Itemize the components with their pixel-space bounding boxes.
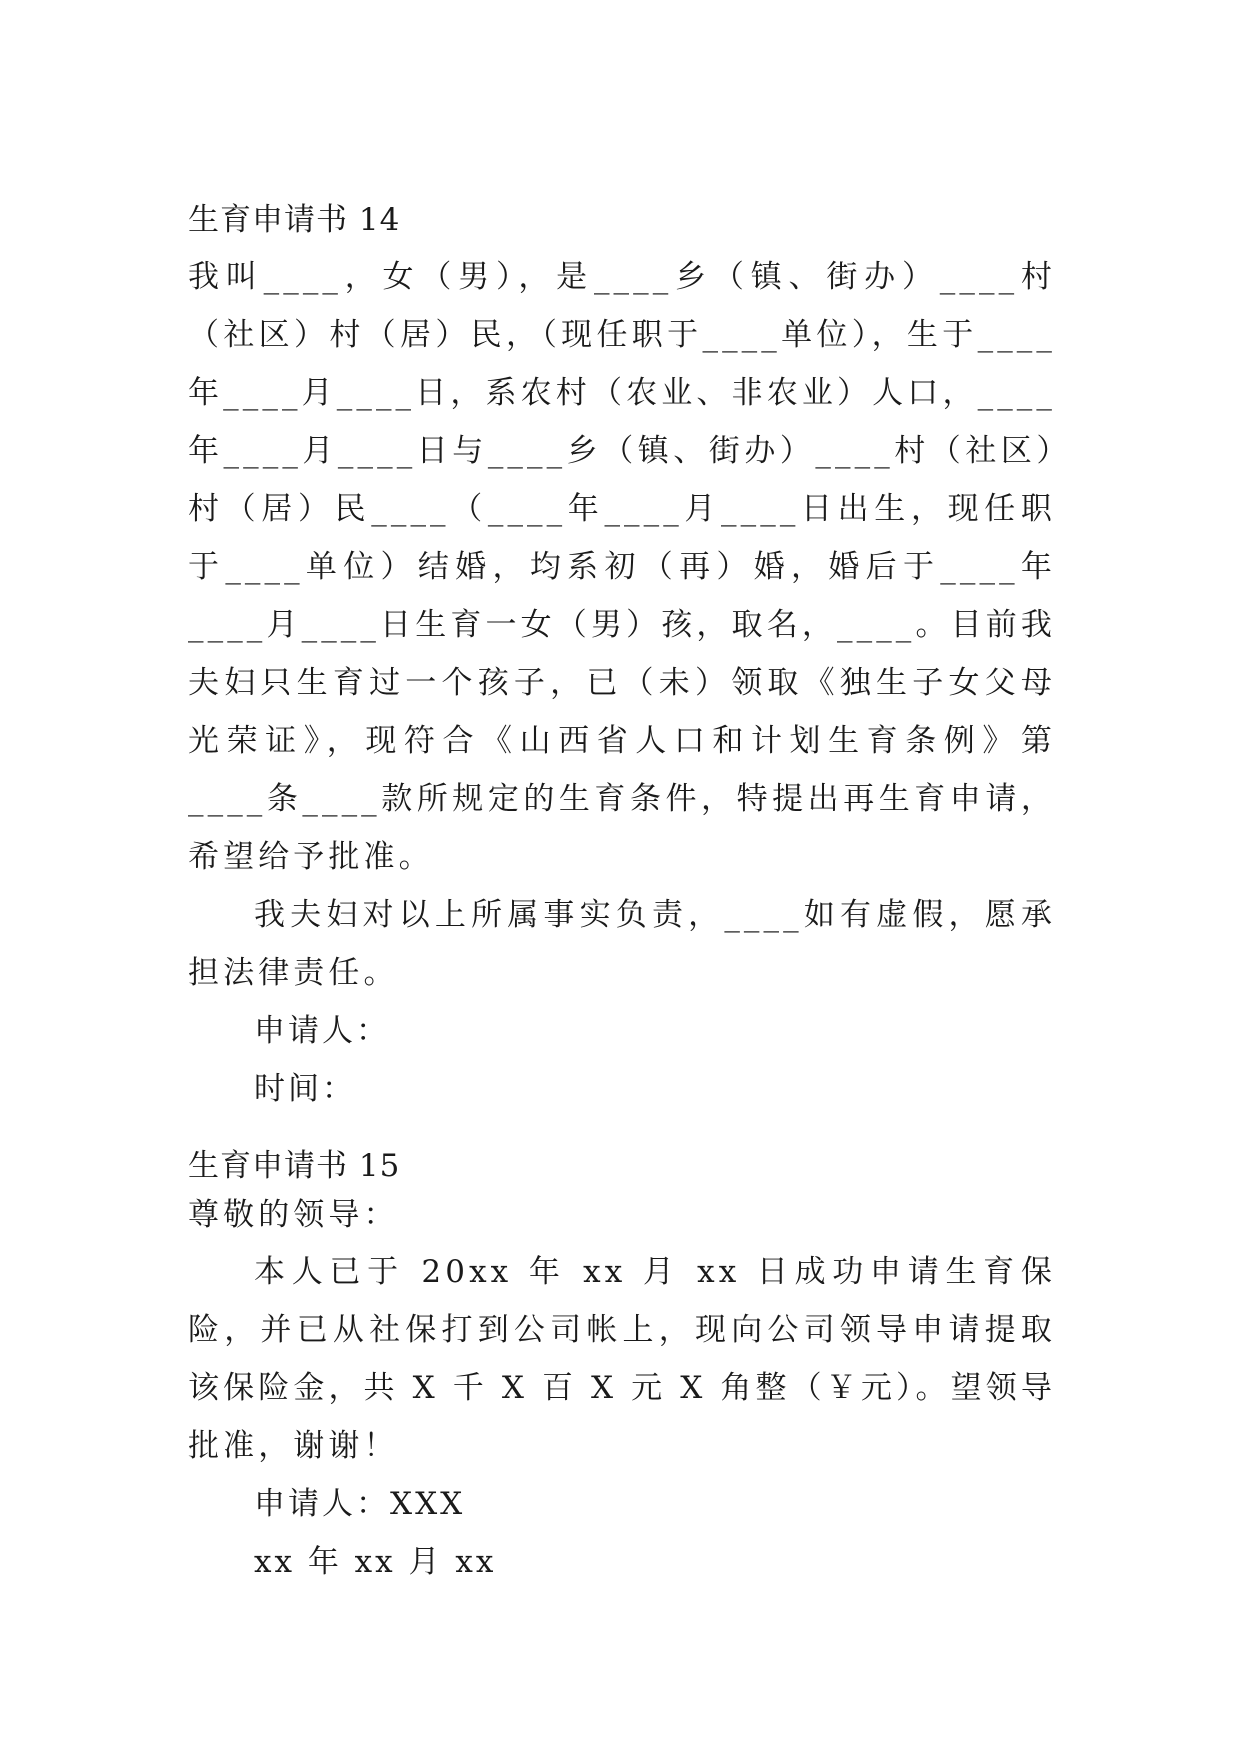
letter-14-time: 时间： xyxy=(254,1071,356,1107)
letter-14 xyxy=(188,200,1056,1118)
letter-14-applicant: 申请人： xyxy=(254,1013,390,1049)
letter-14-paragraph-2: 我夫妇对以上所属事实负责，____如有虚假，愿承担法律责任。 xyxy=(188,897,1056,991)
letter-15-date: xx 年 xx 月 xx xyxy=(254,1544,497,1580)
letter-15-salutation: 尊敬的领导： xyxy=(188,1197,399,1233)
letter-15-paragraph-1: 本人已于 20xx 年 xx 月 xx 日成功申请生育保险，并已从社保打到公司帐上，现向公司领导申请提取该保险金，共 X 千 X 百 X 元 X 角整（￥元）。望领导批准，谢谢！ xyxy=(188,1254,1056,1464)
letter-15-applicant: 申请人：XXX xyxy=(254,1486,466,1522)
letter-14-title: 生育申请书 14 xyxy=(188,202,401,238)
letter-14-paragraph-1: 我叫____，女（男），是____乡（镇、街办）____村（社区）村（居）民，（现任职于____单位），生于____年____月____日，系农村（农业、非农业）人口，____年____月____日与____乡（镇、街办）____村（社区）村（居）民____（____年____月____日出生，现任职于____单位）结婚，均系初（再）婚，婚后于____年____月____日生育一女（男）孩，取名，____。目前我夫妇只生育过一个孩子，已（未）领取《独生子女父母光荣证》，现符合《山西省人口和计划生育条例》第____条____款所规定的生育条件，特提出再生育申请，希望给予批准。 xyxy=(188,259,1056,875)
letter-15 xyxy=(188,1146,1056,1591)
letter-15-title: 生育申请书 15 xyxy=(188,1148,401,1184)
